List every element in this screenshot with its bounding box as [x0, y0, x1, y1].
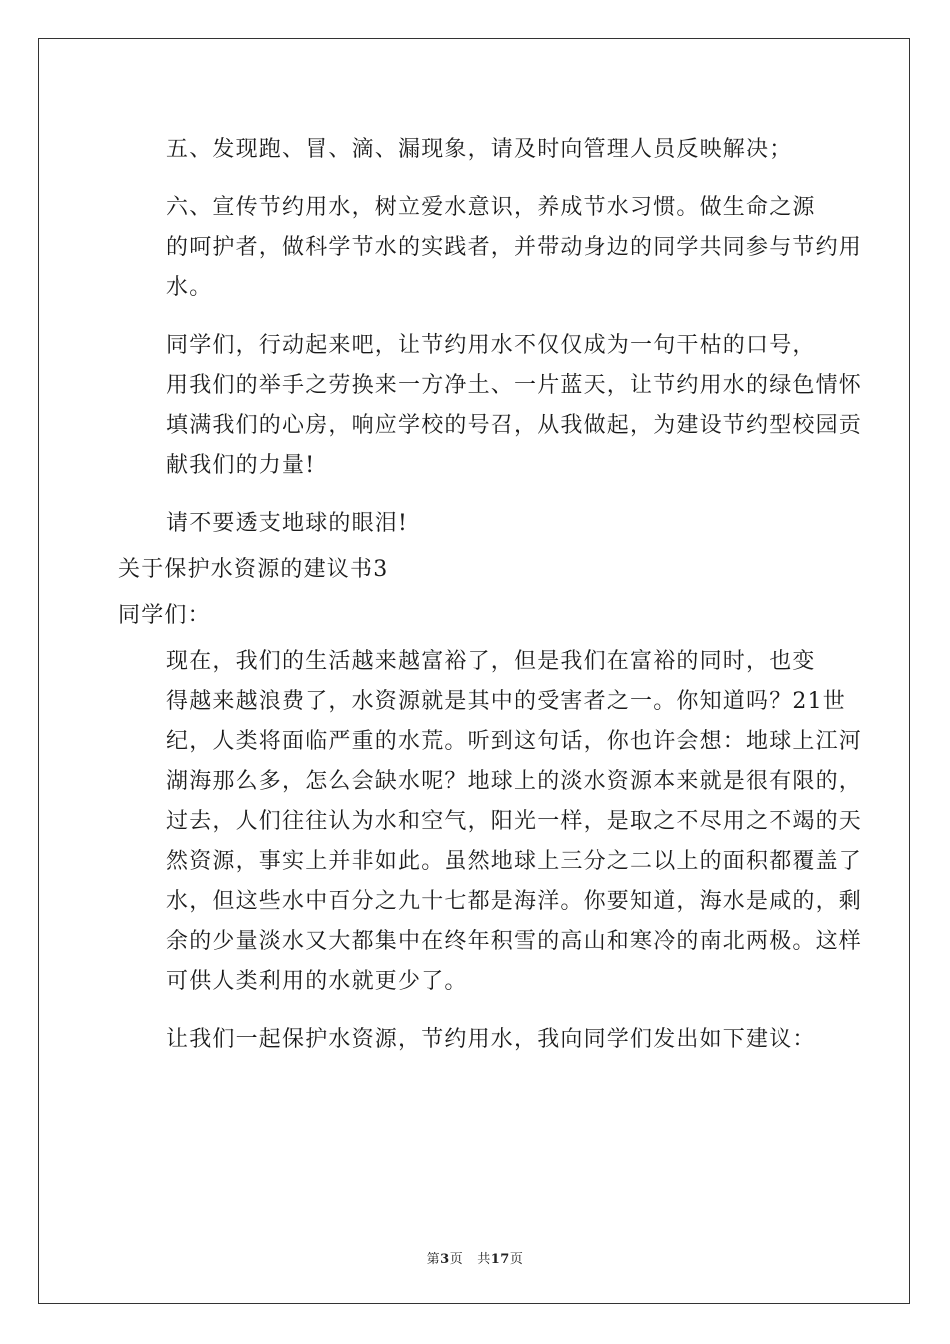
text-line: 水。 [166, 275, 213, 300]
salutation [118, 596, 834, 636]
text-line: 的呵护者，做科学节水的实践者，并带动身边的同学共同参与节约用 [166, 235, 863, 260]
text-line: 让我们一起保护水资源，节约用水，我向同学们发出如下建议： [166, 1027, 816, 1052]
text-line: 五、发现跑、冒、滴、漏现象，请及时向管理人员反映解决； [166, 137, 793, 162]
total-pages: 17 [490, 1252, 510, 1267]
paragraph-call-to-action [118, 326, 863, 486]
paragraph-body [118, 642, 863, 1002]
paragraph-proposal-intro [118, 1020, 834, 1060]
text-line: 过去，人们往往认为水和空气，阳光一样，是取之不尽用之不竭的天 [166, 809, 863, 834]
text-line: 湖海那么多，怎么会缺水呢？地球上的淡水资源本来就是很有限的， [166, 769, 863, 794]
text-line: 填满我们的心房，响应学校的号召，从我做起，为建设节约型校园贡 [166, 413, 863, 438]
paragraph-closing-line [118, 504, 834, 544]
page-prefix: 第 [426, 1252, 441, 1267]
text-line: 同学们，行动起来吧，让节约用水不仅仅成为一句干枯的口号， [166, 333, 816, 358]
text-line: 献我们的力量! [166, 453, 316, 478]
section-heading [118, 550, 834, 590]
text-line: 现在，我们的生活越来越富裕了，但是我们在富裕的同时，也变 [166, 649, 816, 674]
text-line: 可供人类利用的水就更少了。 [166, 969, 468, 994]
text-line: 得越来越浪费了，水资源就是其中的受害者之一。你知道吗？21世 [166, 689, 846, 714]
paragraph-item-six [118, 188, 863, 308]
paragraph-item-five [118, 130, 834, 170]
text-line: 余的少量淡水又大都集中在终年积雪的高山和寒冷的南北两极。这样 [166, 929, 863, 954]
total-prefix: 共 [477, 1252, 491, 1267]
text-line: 水，但这些水中百分之九十七都是海洋。你要知道，海水是咸的，剩 [166, 889, 863, 914]
text-line: 用我们的举手之劳换来一方净土、一片蓝天，让节约用水的绿色情怀 [166, 373, 863, 398]
page-footer [0, 1248, 950, 1267]
text-line: 请不要透支地球的眼泪! [166, 511, 409, 536]
text-line: 纪，人类将面临严重的水荒。听到这句话，你也许会想：地球上江河 [166, 729, 863, 754]
heading-text: 关于保护水资源的建议书3 [118, 557, 389, 582]
page-number: 3 [440, 1252, 450, 1267]
salutation-text: 同学们： [118, 603, 211, 628]
text-line: 然资源，事实上并非如此。虽然地球上三分之二以上的面积都覆盖了 [166, 849, 863, 874]
page-suffix: 页 [449, 1252, 464, 1267]
total-suffix: 页 [509, 1252, 524, 1267]
text-line: 六、宣传节约用水，树立爱水意识，养成节水习惯。做生命之源 [166, 195, 816, 220]
document-body [118, 130, 863, 1060]
